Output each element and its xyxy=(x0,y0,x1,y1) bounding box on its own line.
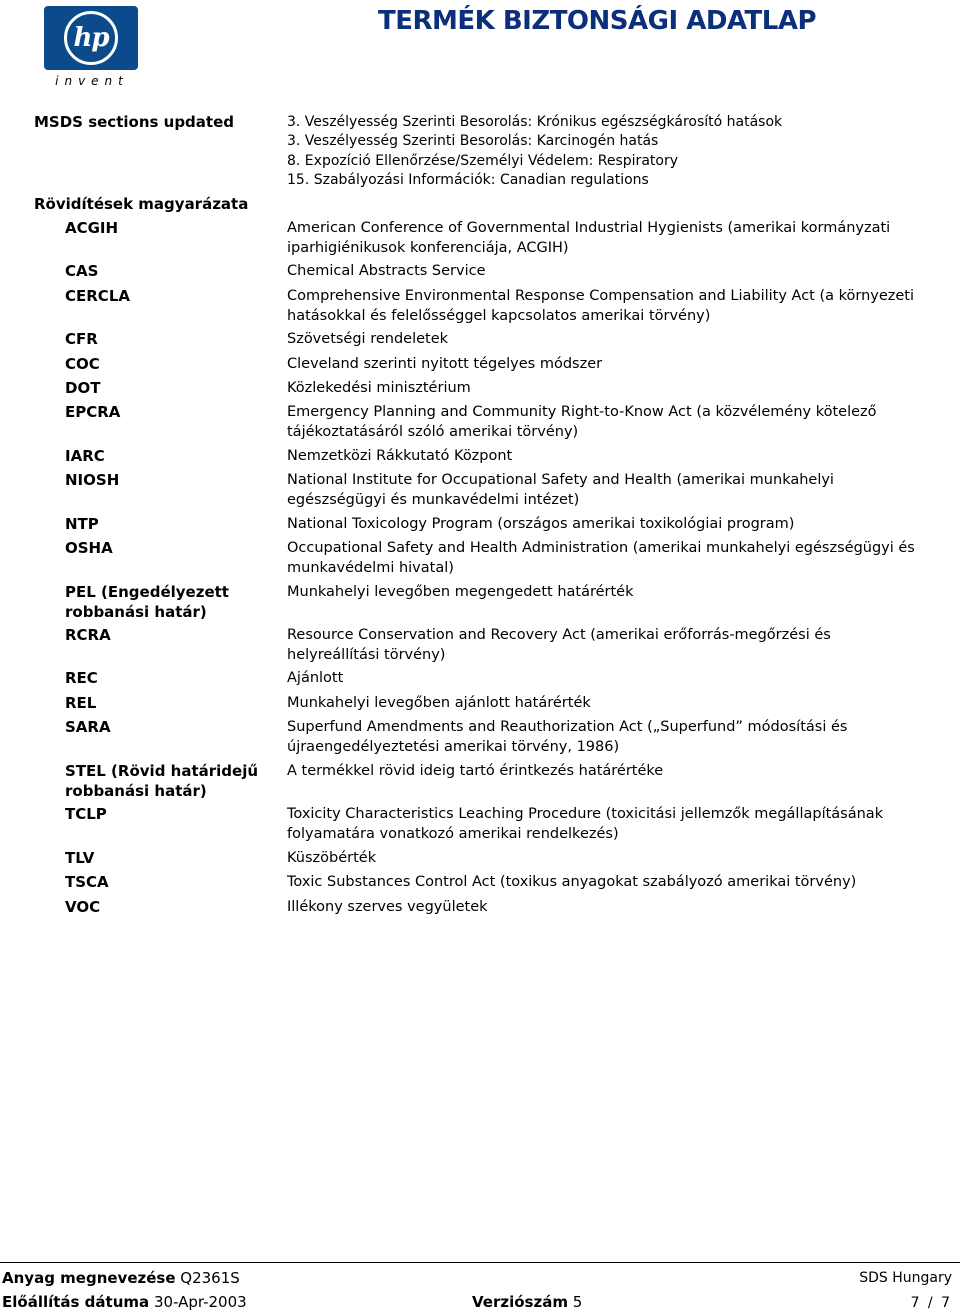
abbreviation-term: CFR xyxy=(65,330,98,348)
hp-logo-badge xyxy=(44,6,138,70)
version-value: 5 xyxy=(572,1293,583,1311)
abbreviation-definition: Közlekedési minisztérium xyxy=(287,380,471,396)
abbreviation-definition: American Conference of Governmental Industrial Hygienists (amerikai kormányzati iparhigiénikusok konferenciája, ACGIH) xyxy=(287,220,891,256)
production-date-label: Előállítás dátuma xyxy=(2,1293,150,1311)
hp-logo-tagline: invent xyxy=(55,74,129,88)
abbreviations-heading: Rövidítések magyarázata xyxy=(34,195,249,213)
page-number: 7 / 7 xyxy=(910,1295,952,1311)
abbreviation-term: RCRA xyxy=(65,626,111,644)
updated-section-item: 8. Expozíció Ellenőrzése/Személyi Védelem: Respiratory xyxy=(287,152,678,169)
abbreviation-term: NIOSH xyxy=(65,471,120,489)
updated-section-item: 3. Veszélyesség Szerinti Besorolás: Krónikus egészségkárosító hatások xyxy=(287,114,783,130)
abbreviation-term: OSHA xyxy=(65,539,113,557)
abbreviation-term: PEL (Engedélyezett robbanási határ) xyxy=(65,583,229,621)
abbreviation-term: IARC xyxy=(65,447,105,465)
abbreviation-term: VOC xyxy=(65,898,101,916)
abbreviation-term: CERCLA xyxy=(65,287,130,305)
abbreviation-definition: Emergency Planning and Community Right-to-Know Act (a közvélemény kötelező tájékoztatásáról szóló amerikai törvény) xyxy=(287,404,877,440)
abbreviation-term: SARA xyxy=(65,718,111,736)
footer-divider xyxy=(0,1262,960,1263)
abbreviation-definition: Küszöbérték xyxy=(287,850,377,866)
updated-sections-label: MSDS sections updated xyxy=(34,113,235,131)
abbreviation-term: EPCRA xyxy=(65,403,121,421)
abbreviation-definition: Illékony szerves vegyületek xyxy=(287,899,488,915)
abbreviation-term: CAS xyxy=(65,262,99,280)
product-name-value: Q2361S xyxy=(180,1269,240,1287)
abbreviation-term: DOT xyxy=(65,379,101,397)
hp-logo-letters: hp xyxy=(73,23,109,53)
abbreviation-term: COC xyxy=(65,355,100,373)
abbreviation-term: TCLP xyxy=(65,805,107,823)
updated-section-item: 15. Szabályozási Információk: Canadian regulations xyxy=(287,172,649,189)
abbreviation-definition: Szövetségi rendeletek xyxy=(287,331,449,347)
product-name-label: Anyag megnevezése xyxy=(2,1269,176,1287)
footer-version xyxy=(472,1293,582,1311)
hp-logo-circle xyxy=(64,11,118,65)
abbreviation-term: REL xyxy=(65,694,97,712)
abbreviation-term: TLV xyxy=(65,849,95,867)
abbreviation-definition: National Institute for Occupational Safety and Health (amerikai munkahelyi egészségügyi és munkavédelmi intézet) xyxy=(287,472,834,508)
abbreviation-term: STEL (Rövid határidejű robbanási határ) xyxy=(65,762,259,800)
abbreviation-definition: Resource Conservation and Recovery Act (amerikai erőforrás-megőrzési és helyreállítási törvény) xyxy=(287,627,831,663)
production-date-value: 30-Apr-2003 xyxy=(153,1293,247,1311)
abbreviation-definition: Toxicity Characteristics Leaching Procedure (toxicitási jellemzők megállapításának folyamatára vonatkozó amerikai rendelkezés) xyxy=(287,806,884,842)
abbreviation-definition: Nemzetközi Rákkutató Központ xyxy=(287,448,513,464)
abbreviation-definition: A termékkel rövid ideig tartó érintkezés határértéke xyxy=(287,763,664,779)
footer-product xyxy=(2,1269,240,1287)
abbreviation-definition: Chemical Abstracts Service xyxy=(287,263,486,279)
hp-logo xyxy=(44,6,140,90)
abbreviation-term: NTP xyxy=(65,515,99,533)
footer-region: SDS Hungary xyxy=(859,1270,952,1286)
abbreviation-term: TSCA xyxy=(65,873,109,891)
abbreviation-definition: Munkahelyi levegőben megengedett határérték xyxy=(287,584,634,600)
document-title: TERMÉK BIZTONSÁGI ADATLAP xyxy=(378,6,816,36)
abbreviation-definition: Cleveland szerinti nyitott tégelyes módszer xyxy=(287,356,603,372)
abbreviation-definition: Toxic Substances Control Act (toxikus anyagokat szabályozó amerikai törvény) xyxy=(287,874,857,890)
abbreviation-definition: Superfund Amendments and Reauthorization Act („Superfund” módosítási és újraengedélyeztetési amerikai törvény, 1986) xyxy=(287,719,848,755)
abbreviation-term: ACGIH xyxy=(65,219,119,237)
updated-section-item: 3. Veszélyesség Szerinti Besorolás: Karcinogén hatás xyxy=(287,133,659,150)
updated-sections-list xyxy=(287,113,782,191)
abbreviation-definition: National Toxicology Program (országos amerikai toxikológiai program) xyxy=(287,516,795,532)
abbreviation-term: REC xyxy=(65,669,98,687)
abbreviation-definition: Munkahelyi levegőben ajánlott határérték xyxy=(287,695,591,711)
abbreviation-definition: Ajánlott xyxy=(287,670,344,686)
abbreviation-definition: Comprehensive Environmental Response Compensation and Liability Act (a környezeti hatásokkal és felelősséggel kapcsolatos amerikai törvény) xyxy=(287,288,915,324)
version-label: Verziószám xyxy=(472,1293,568,1311)
abbreviation-definition: Occupational Safety and Health Administration (amerikai munkahelyi egészségügyi és munkavédelmi hivatal) xyxy=(287,540,915,576)
footer-date xyxy=(2,1293,247,1311)
